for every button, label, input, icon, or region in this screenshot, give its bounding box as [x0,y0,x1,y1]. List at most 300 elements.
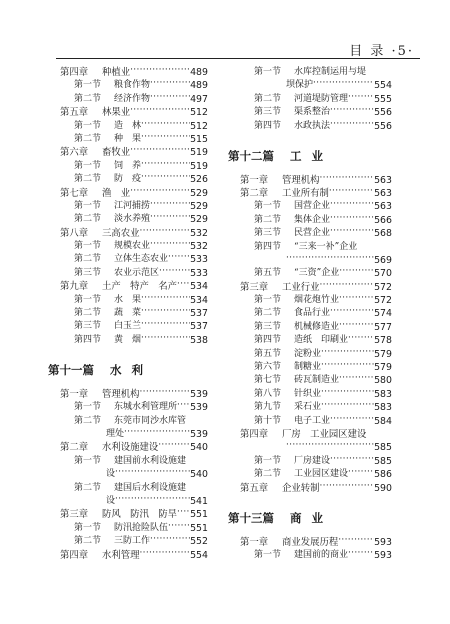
entry-page-number: 539 [190,388,208,400]
entry-page-number: 572 [374,281,392,293]
entry-page-number: 574 [374,308,392,320]
entry-number: 第一章 [240,536,269,548]
entry-title: 规模农业 [114,241,151,252]
entry-page-number: 539 [190,428,208,440]
part-heading [228,506,392,530]
leader-dots [141,133,190,146]
entry-number: 第二节 [74,214,102,225]
entry-page-number: 585 [374,455,392,467]
entry-page-number: 541 [190,495,208,507]
entry-page-number: 534 [190,281,208,293]
entry-title: 东城水利管理所 [114,402,178,413]
entry-number: 第七节 [254,375,282,386]
entry-title: “三来一补”企业 [294,241,358,252]
entry-page-number: 579 [374,348,392,360]
leader-dots [348,549,374,562]
toc-section-entry[interactable] [240,93,392,106]
entry-title: 三防工作 [114,536,151,547]
entry-number: 第二节 [254,214,282,225]
entry-page-number: 563 [374,201,392,213]
entry-page-number: 583 [374,402,392,414]
entry-number: 第五节 [254,268,282,279]
entry-title: 造 林 [114,120,142,131]
toc-section-entry[interactable] [60,200,208,213]
entry-title: 土产 特产 名产 [102,281,178,293]
entry-title: 管理机构 [282,174,320,186]
leader-dots [330,415,374,428]
toc-section-entry[interactable] [240,401,392,414]
entry-number: 第四节 [254,241,282,252]
entry-page-number: 512 [190,107,208,119]
toc-section-entry[interactable] [240,415,392,428]
leader-dots [339,374,374,387]
entry-title: 管理机构 [102,388,140,400]
toc-chapter-entry[interactable] [60,388,208,401]
toc-chapter-entry[interactable] [60,66,208,79]
entry-number: 第一章 [60,388,89,400]
entry-number: 第二节 [74,308,102,319]
entry-page-number: 584 [374,415,392,427]
part-heading [48,358,208,382]
entry-number: 第二节 [74,536,102,547]
entry-number: 第一节 [74,120,102,131]
entry-page-number: 539 [190,402,208,414]
entry-page-number: 593 [374,536,392,548]
entry-page-number: 552 [190,536,208,548]
leader-dots [141,120,190,133]
entry-number: 第六章 [60,147,89,159]
entry-page-number: 519 [190,160,208,172]
leader-dots [130,106,190,119]
entry-page-number: 533 [190,267,208,279]
entry-number: 第一节 [74,522,102,533]
leader-dots [130,187,190,200]
leader-dots [150,79,190,92]
leader-dots [329,187,374,200]
entry-page-number: 529 [190,200,208,212]
entry-number: 第一节 [74,241,102,252]
toc-section-entry[interactable] [240,214,392,227]
toc-chapter-entry[interactable] [240,174,392,187]
entry-number: 第一章 [240,174,269,186]
leader-dots [321,388,374,401]
toc-section-entry[interactable] [240,294,392,307]
entry-title: 河道堤防管理 [294,93,349,104]
part-title: 商业 [290,510,333,525]
entry-number: 第二节 [254,308,282,319]
running-header: 目 录 ·5· [349,44,414,59]
toc-section-entry[interactable] [240,241,392,254]
toc-entry-continuation[interactable] [60,428,208,441]
toc-chapter-entry[interactable] [60,280,208,293]
leader-dots [177,280,190,293]
leader-dots [339,294,374,307]
entry-title: 白玉兰 [114,321,142,332]
entry-title: 国营企业 [294,201,331,212]
entry-page-number: 586 [374,469,392,481]
leader-dots [141,160,190,173]
entry-number: 第一节 [74,455,102,466]
toc-entry-continuation[interactable] [240,79,392,92]
part-title: 工业 [290,148,333,163]
entry-title: 理处 [106,428,125,439]
entry-title: 水利设施建设 [102,442,159,454]
leader-dots [339,321,374,334]
entry-page-number: 489 [190,80,208,92]
entry-title: 设 [106,495,116,506]
entry-page-number: 569 [374,254,392,266]
toc-column-right [228,66,392,562]
entry-title: 防汛抢险队伍 [114,522,169,533]
leader-dots [330,227,374,240]
leader-dots [330,455,374,468]
entry-number: 第一节 [254,67,282,77]
entry-number: 第四章 [60,549,89,561]
entry-title: 设 [106,469,116,480]
entry-number: 第一节 [254,455,282,466]
entry-number: 第三节 [254,228,282,239]
entry-title: 经济作物 [114,93,151,104]
entry-number: 第五节 [254,348,282,359]
part-title: 水利 [110,362,153,377]
entry-title: 饲 养 [114,160,142,171]
toc-chapter-entry[interactable] [240,482,392,495]
entry-page-number: 570 [374,268,392,280]
toc-section-entry[interactable] [240,361,392,374]
entry-page-number: 577 [374,321,392,333]
toc-section-entry[interactable] [60,294,208,307]
toc-section-entry[interactable] [60,120,208,133]
entry-title: 黄 烟 [114,334,142,345]
entry-page-number: 538 [190,334,208,346]
toc-section-entry[interactable] [60,334,208,347]
entry-page-number: 489 [190,67,208,78]
entry-page-number: 537 [190,321,208,333]
toc-section-entry[interactable] [60,455,208,468]
entry-number: 第五章 [60,107,89,119]
toc-section-entry[interactable] [60,133,208,146]
toc-section-entry[interactable] [240,549,392,562]
entry-title: 东莞市同沙水库管 [114,415,187,426]
entry-page-number: 555 [374,93,392,105]
leader-dots [150,240,190,253]
toc-section-entry[interactable] [60,415,208,428]
toc-section-entry[interactable] [240,227,392,240]
entry-title: 林果业 [102,107,131,119]
entry-page-number: 580 [374,375,392,387]
toc-section-entry[interactable] [240,321,392,334]
entry-number: 第二节 [254,93,282,104]
leader-dots [339,267,374,280]
entry-number: 第三节 [254,321,282,332]
entry-page-number: 554 [190,549,208,561]
part-number: 第十二篇 [228,148,274,163]
leader-dots [141,294,190,307]
entry-number: 第四节 [74,334,102,345]
entry-number: 第二章 [60,442,89,454]
entry-title: 种 果 [114,133,142,144]
entry-title: “三资”企业 [294,268,340,279]
toc-section-entry[interactable] [60,160,208,173]
toc-section-entry[interactable] [240,334,392,347]
leader-dots [321,348,374,361]
entry-page-number: 512 [190,120,208,132]
entry-number: 第九节 [254,402,282,413]
leader-dots [348,334,374,347]
leader-dots [141,307,190,320]
entry-title: 厂房 工业园区建设 [282,428,367,440]
part-number: 第十一篇 [48,362,94,377]
leader-dots [115,468,190,481]
toc-chapter-entry[interactable] [60,508,208,521]
entry-title: 针织业 [294,388,322,399]
entry-title: 建国后水利设施建 [114,482,187,493]
entry-page-number: 590 [374,482,392,494]
entry-page-number: 554 [374,80,392,92]
entry-page-number: 563 [374,174,392,186]
leader-dots [150,213,190,226]
entry-number: 第十节 [254,415,282,426]
entry-title: 防风 防汛 防旱 [102,509,178,521]
entry-title: 水库控制运用与堤 [294,67,367,77]
leader-dots [320,174,375,187]
entry-number: 第二节 [74,415,102,426]
entry-page-number: 519 [190,147,208,159]
entry-page-number: 526 [190,174,208,186]
toc-section-entry[interactable] [60,320,208,333]
entry-page-number: 532 [190,227,208,239]
leader-dots [330,307,374,320]
leader-dots [313,79,374,92]
entry-title: 商业发展历程 [282,536,339,548]
entry-title: 建国前水利设施建 [114,455,187,466]
toc-chapter-entry[interactable] [60,106,208,119]
entry-number: 第一节 [74,402,102,413]
toc-section-entry[interactable] [240,106,392,119]
toc-section-entry[interactable] [60,253,208,266]
leader-dots [150,200,190,213]
leader-dots [321,401,374,414]
leader-dots [159,267,190,280]
leader-dots [140,549,191,562]
leader-dots [150,535,190,548]
entry-title: 建国前的商业 [294,549,349,560]
toc-section-entry[interactable] [60,307,208,320]
entry-title: 淡水养殖 [114,214,151,225]
entry-page-number: 568 [374,228,392,240]
leader-dots [330,214,374,227]
entry-page-number: 515 [190,133,208,145]
leader-dots [286,441,374,454]
toc-chapter-entry[interactable] [240,281,392,294]
leader-dots [338,536,374,549]
entry-title: 农业示范区 [114,267,160,278]
entry-title: 民营企业 [294,228,331,239]
leader-dots [330,120,374,133]
entry-title: 工业行业 [282,281,320,293]
entry-page-number: 529 [190,214,208,226]
entry-title: 粮食作物 [114,80,151,91]
toc-section-entry[interactable] [240,374,392,387]
toc-section-entry[interactable] [60,240,208,253]
leader-dots [320,482,375,495]
entry-title: 企业转制 [282,482,320,494]
leader-dots [115,495,190,508]
entry-title: 畜牧业 [102,147,131,159]
toc-entry-continuation[interactable] [60,468,208,481]
leader-dots [321,361,374,374]
entry-number: 第一节 [74,200,102,211]
entry-title: 集体企业 [294,214,331,225]
entry-number: 第四章 [240,428,269,440]
toc-chapter-entry[interactable] [240,536,392,549]
toc-chapter-entry[interactable] [60,227,208,240]
entry-title: 水政执法 [294,120,331,131]
toc-section-entry[interactable] [240,348,392,361]
entry-page-number: 529 [190,187,208,199]
leader-dots [158,441,190,454]
toc-section-entry[interactable] [60,213,208,226]
entry-page-number: 572 [374,295,392,307]
leader-dots [141,173,190,186]
entry-title: 电子工业 [294,415,331,426]
entry-number: 第二节 [74,254,102,265]
toc-section-entry[interactable] [240,66,392,79]
leader-dots [130,146,190,159]
leader-dots [168,522,190,535]
toc-chapter-entry[interactable] [60,187,208,200]
toc-column-left [48,66,208,562]
toc-section-entry[interactable] [240,120,392,133]
entry-number: 第二节 [74,133,102,144]
leader-dots [141,334,190,347]
entry-page-number: 551 [190,509,208,521]
leader-dots [168,253,190,266]
entry-number: 第九章 [60,281,89,293]
entry-page-number: 563 [374,187,392,199]
entry-title: 工业所有制 [282,187,329,199]
toc-entry-continuation[interactable] [240,441,392,454]
part-heading [228,144,392,168]
entry-number: 第二节 [74,482,102,493]
toc-section-entry[interactable] [60,522,208,535]
toc-section-entry[interactable] [60,79,208,92]
toc-section-entry[interactable] [60,401,208,414]
leader-dots [140,388,191,401]
entry-number: 第八章 [60,227,89,239]
leader-dots [286,254,374,267]
entry-page-number: 585 [374,442,392,454]
entry-number: 第一节 [74,80,102,91]
entry-number: 第四章 [60,67,89,78]
entry-number: 第二节 [74,174,102,185]
toc-chapter-entry[interactable] [60,549,208,562]
entry-title: 制糖业 [294,362,322,373]
toc-section-entry[interactable] [60,535,208,548]
toc-section-entry[interactable] [240,455,392,468]
toc-section-entry[interactable] [60,482,208,495]
entry-page-number: 533 [190,254,208,266]
entry-number: 第三节 [74,267,102,278]
entry-title: 食品行业 [294,308,331,319]
header-rule [56,58,420,59]
entry-title: 水 果 [114,294,142,305]
entry-page-number: 540 [190,442,208,454]
entry-page-number: 532 [190,241,208,253]
leader-dots [130,66,190,79]
toc-section-entry[interactable] [240,388,392,401]
entry-title: 造纸 印刷业 [294,335,349,346]
leader-dots [177,508,190,521]
entry-title: 水利管理 [102,549,140,561]
leader-dots [177,401,190,414]
entry-title: 渠系整治 [294,107,331,118]
entry-number: 第四节 [254,335,282,346]
entry-title: 厂房建设 [294,455,331,466]
toc-chapter-entry[interactable] [240,187,392,200]
entry-title: 坝保护 [286,80,314,91]
leader-dots [150,93,190,106]
leader-dots [124,428,190,441]
entry-page-number: 593 [374,549,392,561]
entry-number: 第一节 [74,294,102,305]
toc-section-entry[interactable] [240,267,392,280]
entry-page-number: 579 [374,362,392,374]
entry-page-number: 551 [190,522,208,534]
entry-page-number: 534 [190,294,208,306]
entry-title: 采石业 [294,402,322,413]
entry-page-number: 566 [374,214,392,226]
entry-page-number: 537 [190,308,208,320]
toc-entry-continuation[interactable] [240,254,392,267]
entry-number: 第三章 [60,509,89,521]
leader-dots [348,468,374,481]
entry-title: 砖瓦制造业 [294,375,340,386]
toc-section-entry[interactable] [240,307,392,320]
toc-section-entry[interactable] [60,173,208,186]
toc-chapter-entry[interactable] [240,428,392,441]
toc-section-entry[interactable] [240,200,392,213]
entry-number: 第三节 [74,321,102,332]
entry-title: 蔬 菜 [114,308,142,319]
leader-dots [140,227,191,240]
toc-section-entry[interactable] [60,93,208,106]
entry-page-number: 556 [374,107,392,119]
toc-chapter-entry[interactable] [60,441,208,454]
leader-dots [330,200,374,213]
entry-page-number: 578 [374,335,392,347]
page-header [0,0,450,59]
leader-dots [348,93,374,106]
entry-title: 江河捕捞 [114,200,151,211]
entry-number: 第一节 [254,201,282,212]
entry-title: 工业园区建设 [294,469,349,480]
leader-dots [141,320,190,333]
entry-number: 第八节 [254,388,282,399]
toc-section-entry[interactable] [60,267,208,280]
entry-page-number: 583 [374,388,392,400]
entry-title: 渔 业 [102,187,131,199]
toc-section-entry[interactable] [240,468,392,481]
entry-number: 第六节 [254,362,282,373]
entry-title: 机械修造业 [294,321,340,332]
entry-number: 第一节 [254,295,282,306]
toc-entry-continuation[interactable] [60,495,208,508]
toc-chapter-entry[interactable] [60,146,208,159]
entry-number: 第二节 [254,469,282,480]
leader-dots [320,281,375,294]
entry-number: 第一节 [254,549,282,560]
